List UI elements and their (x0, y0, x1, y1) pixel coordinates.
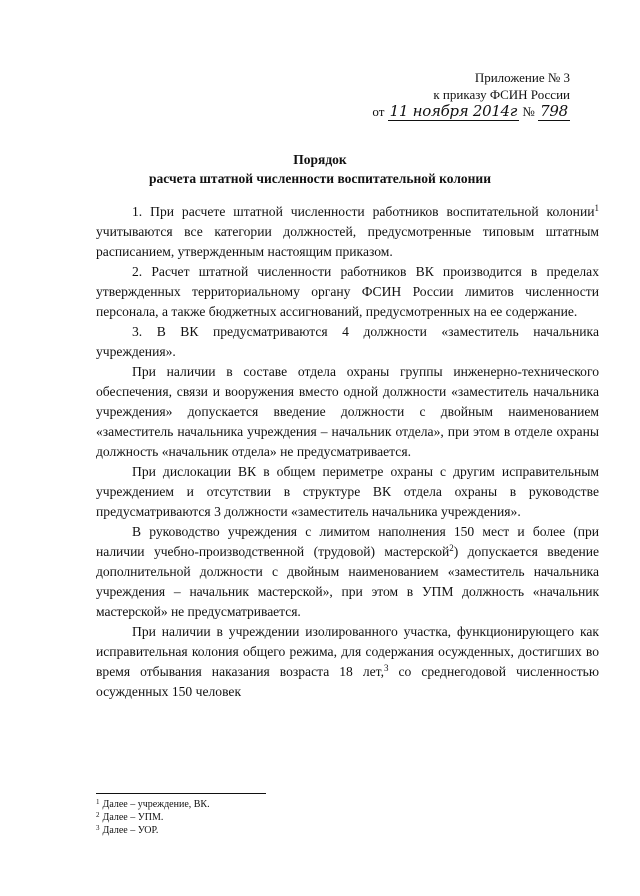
appendix-header (360, 70, 570, 121)
footnote-2: $^2$ Далее – УПМ. (96, 811, 164, 823)
handwritten-date: 11 ноября 2014г (389, 102, 518, 120)
paragraph-4: При наличии в составе отдела охраны группы инженерно-технического обеспечения, связи и вооружения вместо одной должности «заместитель начальника учреждения» допускается введение должности с двойным наименованием «заместитель начальника учреждения – начальник отдела», при этом в отделе охраны должность «начальник отдела» не предусматривается. (96, 364, 599, 459)
paragraph-3: 3. В ВК предусматриваются 4 должности «заместитель начальника учреждения». (96, 324, 599, 359)
handwritten-number: 798 (538, 103, 570, 121)
footnotes (96, 798, 210, 837)
footnote-ref-3: 3 (384, 663, 389, 673)
from-label: от (372, 104, 385, 119)
footnote-divider (96, 793, 266, 794)
title-line-2: расчета штатной численности воспитательной колонии (149, 171, 491, 186)
footnote-ref-2: 2 (449, 543, 454, 553)
document-title (0, 150, 640, 188)
order-date-line (360, 103, 570, 121)
paragraph-7: При наличии в учреждении изолированного участка, функционирующего как исправительная колония общего режима, для содержания осужденных, достигших во время отбывания наказания возраста 18 лет,$^3$ со среднегодовой численностью осужденных 150 человек (96, 624, 599, 699)
title-line-1: Порядок (293, 152, 347, 167)
footnote-3: $^3$ Далее – УОР. (96, 824, 159, 836)
paragraph-2: 2. Расчет штатной численности работников ВК производится в пределах утвержденных территориальному органу ФСИН России лимитов численности персонала, а также бюджетных ассигнований, предусмотренных на ее содержание. (96, 264, 599, 319)
appendix-label: Приложение № 3 (474, 70, 570, 85)
number-label: № (522, 104, 535, 119)
document-body (96, 202, 599, 702)
footnote-1: $^1$ Далее – учреждение, ВК. (96, 798, 210, 810)
footnote-ref-1: 1 (594, 203, 599, 213)
paragraph-5: При дислокации ВК в общем периметре охраны с другим исправительным учреждением и отсутствии в структуре ВК отдела охраны в руководстве предусматриваются 3 должности «заместитель начальника учреждения». (96, 464, 599, 519)
paragraph-1: 1. При расчете штатной численности работников воспитательной колонии$^1$ учитываются все категории должностей, предусмотренные типовым штатным расписанием, утвержденным настоящим приказом. (96, 203, 599, 259)
order-reference: к приказу ФСИН России (433, 86, 570, 102)
paragraph-6: В руководство учреждения с лимитом наполнения 150 мест и более (при наличии учебно-производственной (трудовой) мастерской$^2$) допускается введение дополнительной должности с двойным наименованием «заместитель начальника учреждения – начальник мастерской», при этом в УПМ должность «начальник мастерской» не предусматривается. (96, 524, 599, 619)
